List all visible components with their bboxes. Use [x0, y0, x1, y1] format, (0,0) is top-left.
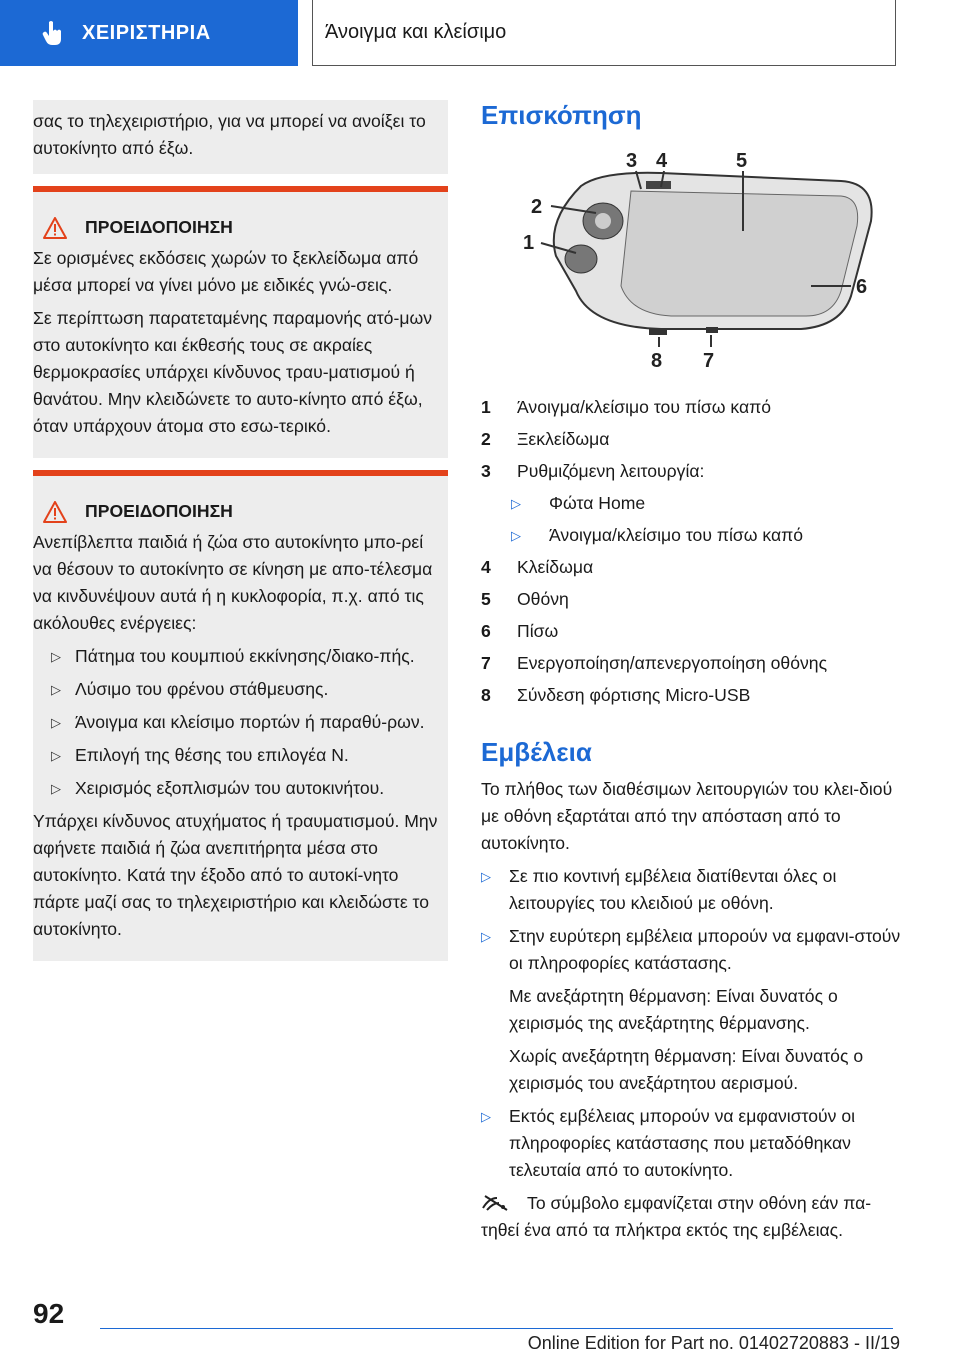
triangle-bullet-icon: ▷ — [51, 649, 61, 664]
triangle-bullet-icon: ▷ — [511, 496, 521, 511]
list-item: ▷ Άνοιγμα/κλείσιμο του πίσω καπό — [481, 522, 901, 549]
list-item: 1 Άνοιγμα/κλείσιμο του πίσω καπό — [481, 397, 772, 417]
section-tab[interactable] — [0, 0, 298, 66]
list-item: ▷ Πάτημα του κουμπιού εκκίνησης/διακο-πής. — [33, 643, 440, 670]
figure-label-6: 6 — [856, 276, 868, 298]
list-item: 4 Κλείδωμα — [481, 557, 594, 577]
range-b2-heating: Με ανεξάρτητη θέρμανση: Είναι δυνατός ο χειρισμός της ανεξάρτητης θέρμανσης. — [509, 986, 838, 1033]
page-number: 92 — [33, 1298, 65, 1329]
footer-edition: Online Edition for Part no. 01402720883 - II/19 — [527, 1333, 900, 1353]
warning-title: ΠΡΟΕΙΔΟΠΟΙΗΣΗ — [33, 214, 440, 241]
figure-label-2: 2 — [531, 196, 543, 218]
list-item: ▷ Λύσιμο του φρένου στάθμευσης. — [33, 676, 440, 703]
triangle-bullet-icon: ▷ — [51, 682, 61, 697]
triangle-bullet-icon: ▷ — [481, 1109, 491, 1124]
list-item: ▷ Φώτα Home — [481, 490, 901, 517]
list-item: ▷ Σε πιο κοντινή εμβέλεια διατίθενται όλες οι λειτουργίες του κλειδιού με οθόνη. — [481, 863, 901, 917]
footer-divider — [100, 1328, 893, 1329]
triangle-bullet-icon: ▷ — [511, 528, 521, 543]
out-of-range-note: Το σύμβολο εμφανίζεται στην οθόνη εάν πα-τηθεί ένα από τα πλήκτρα εκτός της εμβέλειας. — [481, 1193, 872, 1240]
list-item: 8 Σύνδεση φόρτισης Micro-USB — [481, 685, 751, 705]
range-heading: Εμβέλεια — [481, 737, 592, 767]
chapter-title: Άνοιγμα και κλείσιμο — [312, 0, 896, 66]
list-item: ▷ Άνοιγμα και κλείσιμο πορτών ή παραθύ-ρων. — [33, 709, 440, 736]
warning-box-2 — [33, 470, 448, 961]
figure-label-4: 4 — [656, 151, 668, 172]
figure-label-3: 3 — [626, 151, 638, 172]
figure-label-5: 5 — [736, 151, 748, 172]
triangle-bullet-icon: ▷ — [51, 781, 61, 796]
triangle-bullet-icon: ▷ — [481, 869, 491, 884]
out-of-range-symbol-icon — [481, 1194, 511, 1212]
warning2-para1: Ανεπίβλεπτα παιδιά ή ζώα στο αυτοκίνητο μπο-ρεί να θέσουν το αυτοκίνητο σε κίνηση με απο-τέλεσμα να κινδυνέψουν αυτά ή η κυκλοφορία, π.χ. από τις ακόλουθες ενέργειες: — [33, 532, 433, 633]
list-item: 5 Οθόνη — [481, 589, 569, 609]
warning-title: ΠΡΟΕΙΔΟΠΟΙΗΣΗ — [33, 498, 440, 525]
list-item: ▷ Στην ευρύτερη εμβέλεια μπορούν να εμφανι-στούν οι πληροφορίες κατάστασης. — [481, 923, 901, 977]
list-item: 3 Ρυθμιζόμενη λειτουργία: — [481, 461, 705, 481]
triangle-bullet-icon: ▷ — [51, 748, 61, 763]
warning-box-1 — [33, 186, 448, 458]
warning1-para2: Σε περίπτωση παρατεταμένης παραμονής ατό-μων στο αυτοκίνητο και έκθεσής τους σε ακραίες θερμοκρασίες υπάρχει κίνδυνος τραυ-ματισμού ή θανάτου. Μην κλειδώνετε το αυτο-κίνητο από έξω, όταν υπάρχουν άτομα στο εσω-τερικό. — [33, 308, 432, 436]
page-header — [0, 0, 960, 66]
section-tab-label: ΧΕΙΡΙΣΤΗΡΙΑ — [82, 21, 211, 44]
warning-triangle-icon — [43, 501, 67, 523]
warning1-para1: Σε ορισμένες εκδόσεις χωρών το ξεκλείδωμα από μέσα μπορεί να γίνει μόνο με ειδικές γνώ-σεις. — [33, 248, 419, 295]
display-key-illustration — [511, 151, 891, 377]
range-intro: Το πλήθος των διαθέσιμων λειτουργιών του κλει-διού με οθόνη εξαρτάται από την απόσταση από το αυτοκίνητο. — [481, 779, 893, 853]
list-item: 6 Πίσω — [481, 621, 559, 641]
triangle-bullet-icon: ▷ — [481, 929, 491, 944]
hand-pointer-icon — [42, 20, 64, 46]
figure-label-7: 7 — [703, 350, 715, 372]
list-item: ▷ Επιλογή της θέσης του επιλογέα N. — [33, 742, 440, 769]
overview-heading: Επισκόπηση — [481, 100, 642, 130]
list-item: 7 Ενεργοποίηση/απενεργοποίηση οθόνης — [481, 653, 828, 673]
warning-triangle-icon — [43, 217, 67, 239]
figure-label-1: 1 — [523, 232, 535, 254]
triangle-bullet-icon: ▷ — [51, 715, 61, 730]
intro-text: σας το τηλεχειριστήριο, για να μπορεί να ανοίξει το αυτοκίνητο από έξω. — [33, 111, 426, 158]
list-item: ▷ Εκτός εμβέλειας μπορούν να εμφανιστούν οι πληροφορίες κατάστασης που μεταδόθηκαν τελευταία από το αυτοκίνητο. — [481, 1103, 901, 1184]
list-item: ▷ Χειρισμός εξοπλισμών του αυτοκινήτου. — [33, 775, 440, 802]
figure-label-8: 8 — [651, 350, 663, 372]
right-column — [481, 100, 901, 1244]
list-item: 2 Ξεκλείδωμα — [481, 429, 610, 449]
intro-box — [33, 100, 448, 174]
warning2-para2: Υπάρχει κίνδυνος ατυχήματος ή τραυματισμού. Μην αφήνετε παιδιά ή ζώα ανεπιτήρητα μέσα στο αυτοκίνητο. Κατά την έξοδο από το αυτοκί-νητο πάρτε μαζί σας το τηλεχειριστήριο και κλειδώστε το αυτοκίνητο. — [33, 811, 438, 939]
left-column — [33, 100, 448, 961]
range-b2-ventilation: Χωρίς ανεξάρτητη θέρμανση: Είναι δυνατός ο χειρισμός του ανεξάρτητου αερισμού. — [509, 1046, 864, 1093]
